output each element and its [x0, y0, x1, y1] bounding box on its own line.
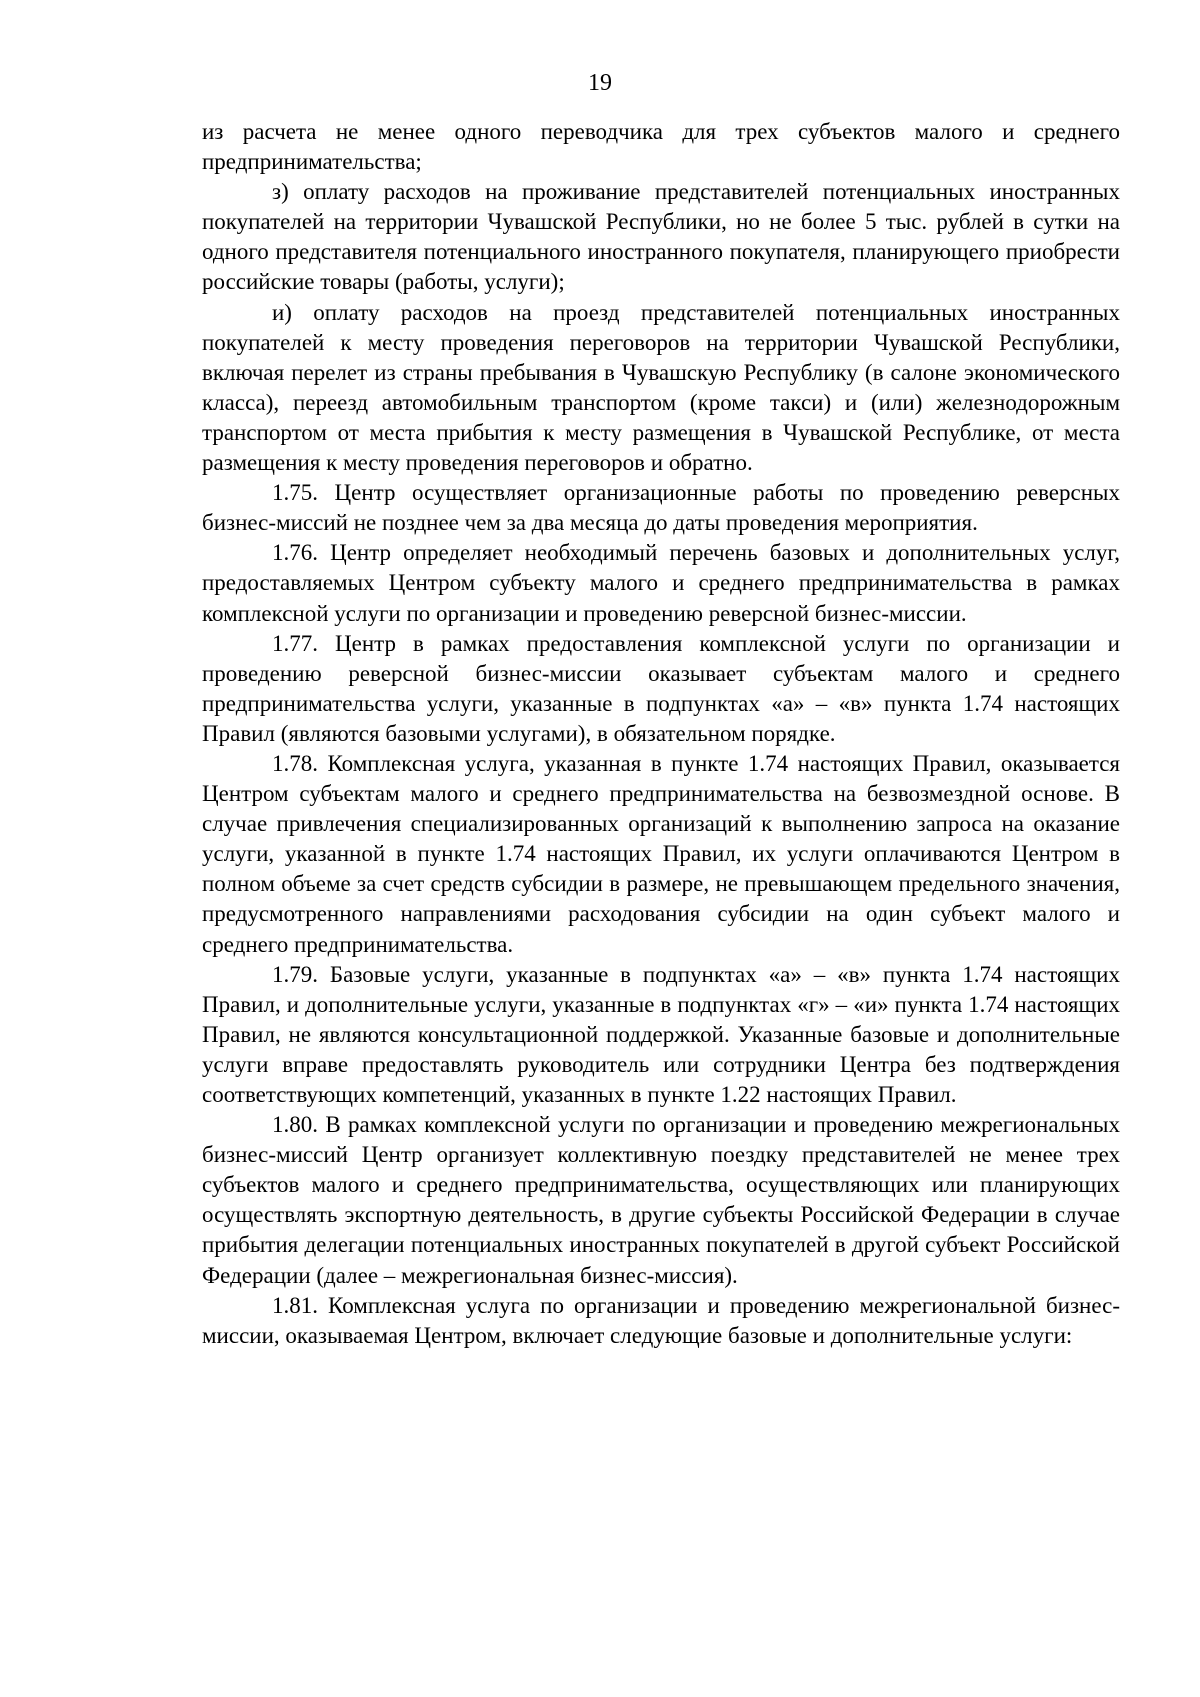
- page-number: 19: [588, 70, 612, 96]
- paragraph-clause-1-77: 1.77. Центр в рамках предоставления комплексной услуги по организации и проведению реверсной бизнес-миссии оказывает субъектам малого и среднего предпринимательства услуги, указанные в подпунктах «а» – «в» пункта 1.74 настоящих Правил (являются базовыми услугами), в обязательном порядке.: [202, 630, 1120, 746]
- paragraph-subitem-z: з) оплату расходов на проживание представителей потенциальных иностранных покупателей на территории Чувашской Республики, но не более 5 тыс. рублей в сутки на одного представителя потенциального иностранного покупателя, планирующего приобрести российские товары (работы, услуги);: [202, 179, 1120, 295]
- paragraph-clause-1-76: 1.76. Центр определяет необходимый перечень базовых и дополнительных услуг, предоставляемых Центром субъекту малого и среднего предпринимательства в рамках комплексной услуги по организации и проведению реверсной бизнес-миссии.: [202, 540, 1120, 626]
- paragraph-clause-1-78: 1.78. Комплексная услуга, указанная в пункте 1.74 настоящих Правил, оказывается Центром субъектам малого и среднего предпринимательства на безвозмездной основе. В случае привлечения специализированных организаций к выполнению запроса на оказание услуги, указанной в пункте 1.74 настоящих Правил, их услуги оплачиваются Центром в полном объеме за счет средств субсидии в размере, не превышающем предельного значения, предусмотренного направлениями расходования субсидии на один субъект малого и среднего предпринимательства.: [202, 750, 1120, 957]
- paragraph-subitem-i: и) оплату расходов на проезд представителей потенциальных иностранных покупателей к месту проведения переговоров на территории Чувашской Республики, включая перелет из страны пребывания в Чувашскую Республику (в салоне экономического класса), переезд автомобильным транспортом (кроме такси) и (или) железнодорожным транспортом от места прибытия к месту размещения в Чувашской Республике, от места размещения к месту проведения переговоров и обратно.: [202, 299, 1120, 476]
- paragraph-clause-1-75: 1.75. Центр осуществляет организационные работы по проведению реверсных бизнес-миссий не позднее чем за два месяца до даты проведения мероприятия.: [202, 480, 1120, 536]
- paragraph-clause-1-81: 1.81. Комплексная услуга по организации и проведению межрегиональной бизнес-миссии, оказываемая Центром, включает следующие базовые и дополнительные услуги:: [202, 1292, 1120, 1348]
- paragraph-continuation: из расчета не менее одного переводчика для трех субъектов малого и среднего предпринимательства;: [202, 119, 1120, 175]
- paragraph-clause-1-80: 1.80. В рамках комплексной услуги по организации и проведению межрегиональных бизнес-миссий Центр организует коллективную поездку представителей не менее трех субъектов малого и среднего предпринимательства, осуществляющих или планирующих осуществлять экспортную деятельность, в другие субъекты Российской Федерации в случае прибытия делегации потенциальных иностранных покупателей в другой субъект Российской Федерации (далее – межрегиональная бизнес-миссия).: [202, 1112, 1120, 1288]
- paragraph-clause-1-79: 1.79. Базовые услуги, указанные в подпунктах «а» – «в» пункта 1.74 настоящих Правил, и дополнительные услуги, указанные в подпунктах «г» – «и» пункта 1.74 настоящих Правил, не являются консультационной поддержкой. Указанные базовые и дополнительные услуги вправе предоставлять руководитель или сотрудники Центра без подтверждения соответствующих компетенций, указанных в пункте 1.22 настоящих Правил.: [202, 961, 1120, 1107]
- document-body: [202, 117, 1120, 1351]
